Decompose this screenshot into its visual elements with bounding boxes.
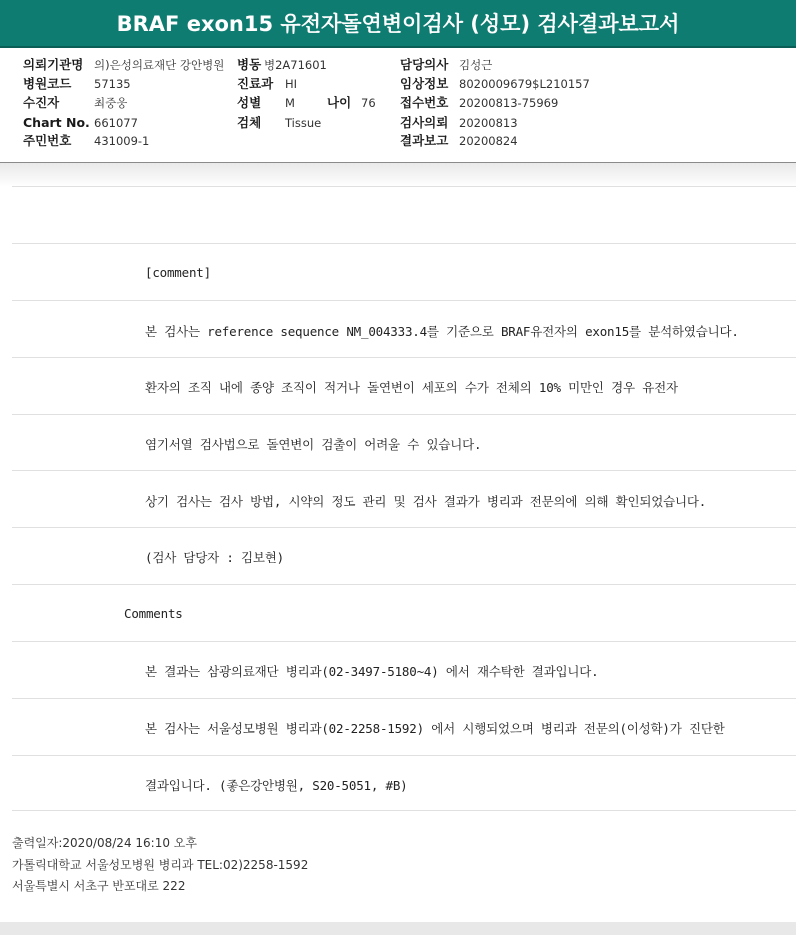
institution-address: 서울특별시 서초구 반포대로 222 <box>12 879 186 893</box>
patient-info-panel <box>0 50 796 163</box>
ward-value: 병2A71601 <box>264 58 327 72</box>
doctor-label: 담당의사 <box>400 57 449 72</box>
result-line: 본 결과는 삼광의료재단 병리과(02-3497-5180~4) 에서 재수탁한 결과입니다. <box>145 664 599 679</box>
request-date-label: 검사의뢰 <box>400 115 449 130</box>
specimen-value: Tissue <box>285 116 322 130</box>
table-row <box>12 357 796 413</box>
bottom-strip <box>0 922 796 935</box>
table-row <box>12 186 796 242</box>
table-row <box>12 243 796 299</box>
requesting-institution-label: 의뢰기관명 <box>23 57 84 72</box>
result-line: [comment] <box>145 265 211 280</box>
table-row <box>12 470 796 526</box>
hospital-code-label: 병원코드 <box>23 76 72 91</box>
report-date-label: 결과보고 <box>400 133 449 148</box>
receipt-number-label: 접수번호 <box>400 95 449 110</box>
chart-number-value: 661077 <box>94 116 138 130</box>
table-row <box>12 755 796 811</box>
result-line: 염기서열 검사법으로 돌연변이 검출이 어려울 수 있습니다. <box>145 437 482 452</box>
resident-id-value: 431009-1 <box>94 134 150 148</box>
clinical-info-value: 8020009679$L210157 <box>459 77 590 91</box>
sex-value: M <box>285 96 295 110</box>
result-line: (검사 담당자 : 김보현) <box>145 550 284 565</box>
result-line: 본 검사는 서울성모병원 병리과(02-2258-1592) 에서 시행되었으며 병리과 전문의(이성학)가 진단한 <box>145 721 725 736</box>
report-date-value: 20200824 <box>459 134 518 148</box>
clinical-info-label: 임상정보 <box>400 76 449 91</box>
hospital-code-value: 57135 <box>94 77 131 91</box>
table-row <box>12 641 796 697</box>
department-label: 진료과 <box>237 76 274 91</box>
requesting-institution-value: 의)은성의료재단 강안병원 <box>94 58 225 72</box>
age-value: 76 <box>361 96 376 110</box>
table-row <box>12 414 796 470</box>
result-line: 환자의 조직 내에 종양 조직이 적거나 돌연변이 세포의 수가 전체의 10% 미만인 경우 유전자 <box>145 380 678 395</box>
table-row <box>12 527 796 583</box>
request-date-value: 20200813 <box>459 116 518 130</box>
receipt-number-value: 20200813-75969 <box>459 96 559 110</box>
result-line: 본 검사는 reference sequence NM_004333.4를 기준으로 BRAF유전자의 exon15를 분석하였습니다. <box>145 324 739 339</box>
age-label: 나이 <box>327 95 352 110</box>
result-line: 결과입니다. (좋은강안병원, S20-5051, #B) <box>145 778 408 793</box>
result-line: 상기 검사는 검사 방법, 시약의 정도 관리 및 검사 결과가 병리과 전문의에 의해 확인되었습니다. <box>145 494 707 509</box>
print-date: 출력일자:2020/08/24 16:10 오후 <box>12 836 197 850</box>
sex-label: 성별 <box>237 95 262 110</box>
institution-contact: 가톨릭대학교 서울성모병원 병리과 TEL:02)2258-1592 <box>12 858 309 872</box>
specimen-label: 검체 <box>237 115 262 130</box>
table-row <box>12 698 796 754</box>
ward-label: 병동 <box>237 57 262 72</box>
recipient-value: 최중웅 <box>94 96 128 110</box>
resident-id-label: 주민번호 <box>23 133 72 148</box>
comments-heading: Comments <box>124 606 183 621</box>
chart-number-label: Chart No. <box>23 115 90 130</box>
header-shadow <box>0 163 796 187</box>
doctor-value: 김성근 <box>459 58 493 72</box>
department-value: HI <box>285 77 298 91</box>
table-row <box>12 584 796 640</box>
recipient-label: 수진자 <box>23 95 60 110</box>
table-row <box>12 300 796 356</box>
report-title: BRAF exon15 유전자돌연변이검사 (성모) 검사결과보고서 <box>0 0 796 48</box>
